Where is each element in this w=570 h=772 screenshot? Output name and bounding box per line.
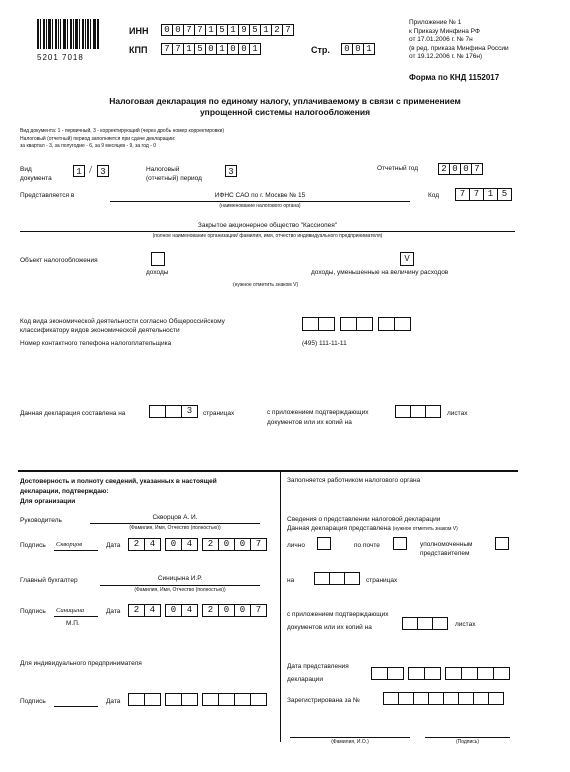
attach-cell[interactable] [395, 405, 411, 418]
taxation-option2-label: доходы, уменьшенные на величину расходов [311, 269, 449, 276]
right-on-label: на [287, 577, 295, 584]
organization-caption: (полное наименование организации/ фамилия, имя, отчество индивидуального предпринимателя) [152, 233, 383, 239]
right-attach-cell[interactable] [417, 617, 433, 630]
right-pages-cells[interactable] [314, 572, 359, 585]
doc-type-cell: 3 [97, 165, 109, 177]
right-attach-cell[interactable] [432, 617, 448, 630]
date-cell: 2 [128, 604, 145, 617]
ip-date-cells[interactable] [128, 693, 266, 706]
inn-cell: 5 [249, 24, 261, 36]
okved-label: Код вида экономической деятельности согласно Общероссийскому классификатору видов экономической деятельности [20, 318, 225, 334]
date-cell: 4 [181, 604, 198, 617]
right-sheets-word: листах [455, 621, 476, 628]
attach-cell[interactable] [425, 405, 441, 418]
stamp-label: М.П. [66, 620, 80, 627]
taxation-option1-box[interactable] [151, 252, 165, 266]
pages-count-cell [165, 405, 182, 418]
registration-cell[interactable] [458, 692, 474, 705]
inn-cell: 7 [282, 24, 294, 36]
date-cell: 7 [250, 538, 267, 551]
period-cell: 3 [225, 165, 237, 177]
taxation-option2-box[interactable]: V [400, 252, 414, 266]
accountant-name: Синицына И.Р. [157, 575, 203, 582]
date-cell: 4 [181, 538, 198, 551]
period-cells [225, 165, 236, 177]
page-cell: 0 [352, 43, 364, 55]
head-name: Скворцов А. И. [152, 514, 198, 521]
date-cell: 0 [234, 538, 251, 551]
by-mail-box[interactable] [393, 537, 407, 550]
kpp-cell: 7 [161, 43, 173, 55]
year-cells [438, 163, 482, 175]
date-cell[interactable] [128, 693, 145, 706]
page-cell: 0 [341, 43, 353, 55]
code-cell: 7 [455, 188, 470, 201]
form-code: Форма по КНД 1152017 [409, 73, 500, 82]
date-cell[interactable] [387, 667, 404, 680]
authority-label: Представляется в [20, 192, 75, 199]
authority-value: ИФНС САО по г. Москве № 15 [214, 192, 306, 199]
registered-label: Зарегистрирована за № [287, 697, 360, 704]
head-sign-label: Подпись [20, 542, 46, 549]
year-cell: 7 [471, 163, 483, 175]
acc-date-label: Дата [106, 608, 121, 615]
year-cell: 2 [438, 163, 450, 175]
acc-signature: Синицына [56, 607, 85, 614]
okved-cell[interactable] [318, 317, 335, 331]
notes: Вид документа: 1 - первичный, 3 - корректирующий (через дробь номер корректировки) Налоговый (отчетный) период заполняется при сдаче декларации: за квартал - 3, за полугодие - 6, за 9 месяцев - 9, за год - 0 [20, 128, 225, 149]
kpp-cell: 0 [227, 43, 239, 55]
kpp-cell: 7 [172, 43, 184, 55]
ip-sign-line [54, 706, 98, 707]
taxation-label: Объект налогообложения [20, 257, 98, 264]
section-divider [18, 470, 518, 472]
attach-cell[interactable] [410, 405, 426, 418]
okved-cell[interactable] [356, 317, 373, 331]
kpp-cell: 0 [238, 43, 250, 55]
date-cell[interactable] [477, 667, 494, 680]
inn-cell: 1 [227, 24, 239, 36]
submission-date-cells[interactable] [371, 667, 509, 680]
page-title: Налоговая декларация по единому налогу, уплачиваемому в связи с применением упрощенной системы налогообложения [109, 96, 461, 117]
barcode [37, 19, 99, 62]
taxation-option1-label: доходы [146, 269, 169, 276]
kpp-cell: 1 [183, 43, 195, 55]
phone-label: Номер контактного телефона налогоплательщика [20, 340, 172, 347]
barcode-number: 5201 7018 [37, 53, 84, 62]
okved-cell[interactable] [340, 317, 357, 331]
date-cell: 4 [144, 538, 161, 551]
sheets-word: листах [447, 410, 468, 417]
date-cell: 4 [144, 604, 161, 617]
registration-cell[interactable] [488, 692, 504, 705]
phone-value: (495) 111-11-11 [302, 340, 347, 347]
date-cell[interactable] [445, 667, 462, 680]
personally-label: лично [287, 542, 306, 549]
doc-type-label: Вид документа [20, 166, 52, 182]
barcode-graphic [37, 19, 99, 49]
doc-type-slash: / [89, 164, 93, 176]
pages-word: страницах [203, 410, 235, 417]
date-cell[interactable] [408, 667, 425, 680]
kpp-label: КПП [129, 45, 148, 55]
date-cell: 2 [202, 538, 219, 551]
head-name-line [90, 523, 260, 524]
code-label: Код [428, 192, 440, 199]
date-cell[interactable] [493, 667, 510, 680]
okved-cell[interactable] [378, 317, 395, 331]
page-cells [341, 43, 374, 55]
pages-count-cell: 3 [181, 405, 198, 418]
kpp-cells [161, 43, 260, 55]
organization-value: Закрытое акционерное общество "Кассиопея" [197, 222, 338, 229]
inn-cell: 5 [216, 24, 228, 36]
inn-cells [161, 24, 293, 36]
acc-sign-line [54, 616, 98, 617]
submission-date-label: Дата представления декларации [287, 663, 349, 683]
accountant-fio-caption: (Фамилия, Имя, Отчество (полностью)) [134, 587, 226, 593]
date-cell: 0 [234, 604, 251, 617]
doc-type-cells-2 [97, 165, 108, 177]
inn-cell: 1 [260, 24, 272, 36]
organization-underline [20, 231, 515, 232]
inn-cell: 1 [205, 24, 217, 36]
head-sign-line [54, 550, 98, 551]
date-cell[interactable] [144, 693, 161, 706]
inn-cell: 2 [271, 24, 283, 36]
date-cell[interactable] [202, 693, 219, 706]
ip-sign-label: Подпись [20, 698, 46, 705]
pages-count-cells [149, 405, 197, 418]
ip-label: Для индивидуального предпринимателя [20, 660, 142, 667]
by-rep-box[interactable] [495, 537, 509, 550]
okved-cells-1[interactable] [302, 317, 334, 331]
date-cell[interactable] [250, 693, 267, 706]
date-cell[interactable] [234, 693, 251, 706]
date-cell: 2 [202, 604, 219, 617]
head-label: Руководитель [20, 517, 62, 524]
inn-cell: 0 [172, 24, 184, 36]
registration-cell[interactable] [383, 692, 399, 705]
attach-cells[interactable] [395, 405, 440, 418]
registration-cell[interactable] [398, 692, 414, 705]
fio-caption: (Фамилия, И.О.) [331, 739, 369, 745]
column-divider [280, 472, 281, 742]
date-cell: 0 [218, 538, 235, 551]
head-date-label: Дата [106, 542, 121, 549]
registration-number-cells[interactable] [383, 692, 503, 705]
page-label: Стр. [311, 45, 330, 55]
taxation-caption: (нужное отметить знаком V) [233, 282, 299, 288]
okved-cells-3[interactable] [378, 317, 410, 331]
sign-line [425, 737, 510, 738]
page-cell: 1 [363, 43, 375, 55]
appendix-text: Приложение № 1 к Приказу Минфина РФ от 17.01.2006 г. № 7н (в ред. приказа Минфина России от 19.12.2006 г. № 176н) [409, 19, 509, 61]
right-attach-label: с приложением подтверждающих документов или их копий на [287, 611, 389, 631]
date-cell[interactable] [461, 667, 478, 680]
inn-cell: 9 [238, 24, 250, 36]
pages-count-cell [149, 405, 166, 418]
left-heading: Достоверность и полноту сведений, указанных в настоящей декларации, подтверждаю: Для организации [20, 478, 217, 505]
date-cell[interactable] [165, 693, 182, 706]
date-cell[interactable] [371, 667, 388, 680]
kpp-cell: 1 [249, 43, 261, 55]
registration-cell[interactable] [413, 692, 429, 705]
date-cell[interactable] [424, 667, 441, 680]
acc-date-cells [128, 604, 266, 617]
kpp-cell: 0 [205, 43, 217, 55]
head-date-cells [128, 538, 266, 551]
doc-type-cell: 1 [73, 165, 85, 177]
fio-line [290, 737, 410, 738]
date-cell: 0 [165, 604, 182, 617]
right-pages-word: страницах [366, 577, 398, 584]
okved-cell[interactable] [302, 317, 319, 331]
code-cell: 7 [469, 188, 484, 201]
right-pages-cell[interactable] [314, 572, 330, 585]
right-pages-cell[interactable] [329, 572, 345, 585]
authority-underline [110, 201, 410, 202]
pages-label: Данная декларация составлена на [20, 410, 126, 417]
right-attach-cells[interactable] [402, 617, 447, 630]
attach-label: с приложением подтверждающих документов или их копий на [267, 409, 369, 426]
right-heading: Заполняется работником налогового органа [287, 477, 421, 484]
authority-caption: (наименование налогового органа) [219, 203, 301, 209]
accountant-name-line [100, 585, 260, 586]
date-cell[interactable] [218, 693, 235, 706]
head-signature: Скворцов [56, 541, 83, 548]
inn-label: ИНН [129, 26, 149, 36]
period-label: Налоговый (отчетный) период [146, 166, 202, 182]
accountant-label: Главный бухгалтер [20, 577, 78, 584]
acc-sign-label: Подпись [20, 608, 46, 615]
right-pages-cell[interactable] [344, 572, 360, 585]
okved-cell[interactable] [394, 317, 411, 331]
registration-cell[interactable] [443, 692, 459, 705]
year-label: Отчетный год [377, 165, 418, 172]
ip-date-label: Дата [106, 698, 121, 705]
by-rep-label: уполномоченным представителем [420, 541, 473, 557]
date-cell: 0 [218, 604, 235, 617]
code-cell: 1 [483, 188, 498, 201]
registration-cell[interactable] [473, 692, 489, 705]
inn-cell: 0 [161, 24, 173, 36]
okved-cells-2[interactable] [340, 317, 372, 331]
by-mail-label: по почте [354, 542, 380, 549]
personally-box[interactable] [317, 537, 331, 550]
date-cell[interactable] [181, 693, 198, 706]
doc-type-cells [73, 165, 84, 177]
registration-cell[interactable] [428, 692, 444, 705]
head-fio-caption: (Фамилия, Имя, Отчество (полностью)) [129, 525, 221, 531]
inn-cell: 7 [183, 24, 195, 36]
date-cell: 2 [128, 538, 145, 551]
year-cell: 0 [460, 163, 472, 175]
date-cell: 7 [250, 604, 267, 617]
right-info: Сведения о представлении налоговой декларации Данная декларация представлена (нужное отметить знаком V) [287, 516, 458, 532]
code-cell: 5 [497, 188, 512, 201]
year-cell: 0 [449, 163, 461, 175]
kpp-cell: 5 [194, 43, 206, 55]
code-cells [455, 188, 511, 201]
right-attach-cell[interactable] [402, 617, 418, 630]
sign-caption: (Подпись) [455, 739, 480, 745]
date-cell: 0 [165, 538, 182, 551]
inn-cell: 7 [194, 24, 206, 36]
kpp-cell: 1 [216, 43, 228, 55]
